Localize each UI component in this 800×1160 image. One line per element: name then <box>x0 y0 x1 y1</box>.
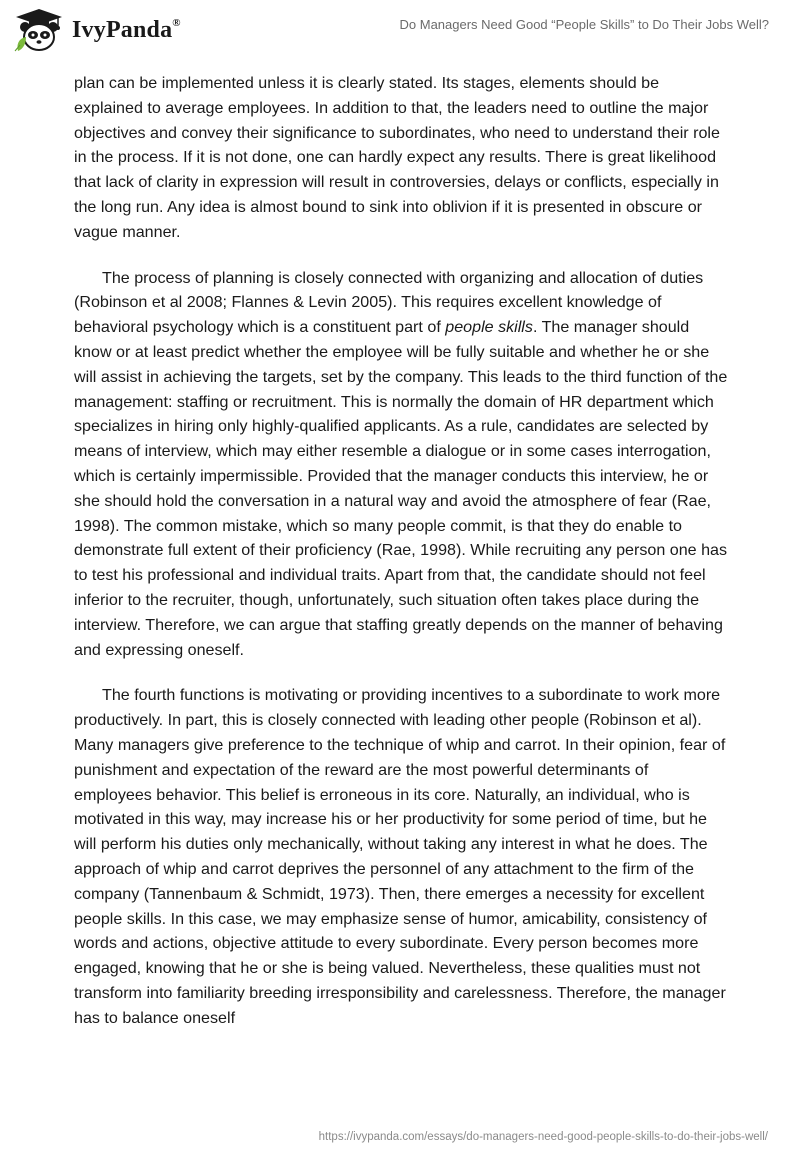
paragraph-1: plan can be implemented unless it is clearly stated. Its stages, elements should be explained to average employees. In addition to that, the leaders need to outline the major objectives and convey their significance to subordinates, who need to understand their role in the process. If it is not done, one can hardly expect any results. There is great likelihood that lack of clarity in expression will result in controversies, delays or conflicts, especially in the long run. Any idea is almost bound to sink into oblivion if it is presented in obscure or vague manner. <box>74 74 720 241</box>
paragraph-2 <box>74 266 730 663</box>
essay-body <box>74 71 730 1051</box>
ivypanda-logo[interactable] <box>12 7 181 53</box>
paragraph-3: The fourth functions is motivating or providing incentives to a subordinate to work more productively. In part, this is closely connected with leading other people (Robinson et al). Many managers give preference to the technique of whip and carrot. In their opinion, fear of punishment and expectation of the reward are the most powerful determinants of employees behavior. This belief is erroneous in its core. Naturally, an individual, who is motivated in this way, may increase his or her productivity for some period of time, but he will perform his duties only mechanically, without taking any interest in what he does. The approach of whip and carrot deprives the personnel of any attachment to the firm of the company (Tannenbaum & Schmidt, 1973). Then, there emerges a necessity for excellent people skills. In this case, we may emphasize sense of humor, amicability, consistency of words and actions, objective attitude to every subordinate. Every person becomes more engaged, knowing that he or she is being valued. Nevertheless, these qualities must not transform into familiarity breeding irresponsibility and carelessness. Therefore, the manager has to balance oneself <box>74 686 726 1027</box>
emphasis-people-skills: people skills <box>445 318 533 337</box>
brand-name: IvyPanda® <box>72 16 181 43</box>
panda-graduate-icon <box>12 7 66 53</box>
source-url[interactable]: https://ivypanda.com/essays/do-managers-need-good-people-skills-to-do-their-jobs-well/ <box>318 1131 768 1143</box>
document-title: Do Managers Need Good “People Skills” to Do Their Jobs Well? <box>399 17 769 32</box>
page-header <box>0 0 800 62</box>
registered-mark: ® <box>172 16 181 29</box>
paragraph-2-text-a: The process of planning is closely connected with organizing and allocation of duties (Robinson et al 2008; Flannes & Levin 2005). This requires excellent knowledge of behavioral psychology which is a constituent part of <box>74 268 704 337</box>
paragraph-2-text-b: . The manager should know or at least predict whether the employee will be fully suitable and whether he or she will assist in achieving the targets, set by the company. This leads to the third function of the management: staffing or recruitment. This is normally the domain of HR department which specializes in hiring only highly-qualified applicants. As a rule, candidates are selected by means of interview, which may either resemble a dialogue or in some cases interrogation, which is certainly impermissible. Provided that the manager conducts this interview, he or she should hold the conversation in a natural way and avoid the atmosphere of fear (Rae, 1998). The common mistake, which so many people commit, is that they do enable to demonstrate full extent of their proficiency (Rae, 1998). While recruiting any person one has to test his professional and individual traits. Apart from that, the candidate should not feel inferior to the recruiter, though, unfortunately, such situation often takes place during the interview. Therefore, we can argue that staffing greatly depends on the manner of behaving and expressing oneself. <box>74 318 728 659</box>
